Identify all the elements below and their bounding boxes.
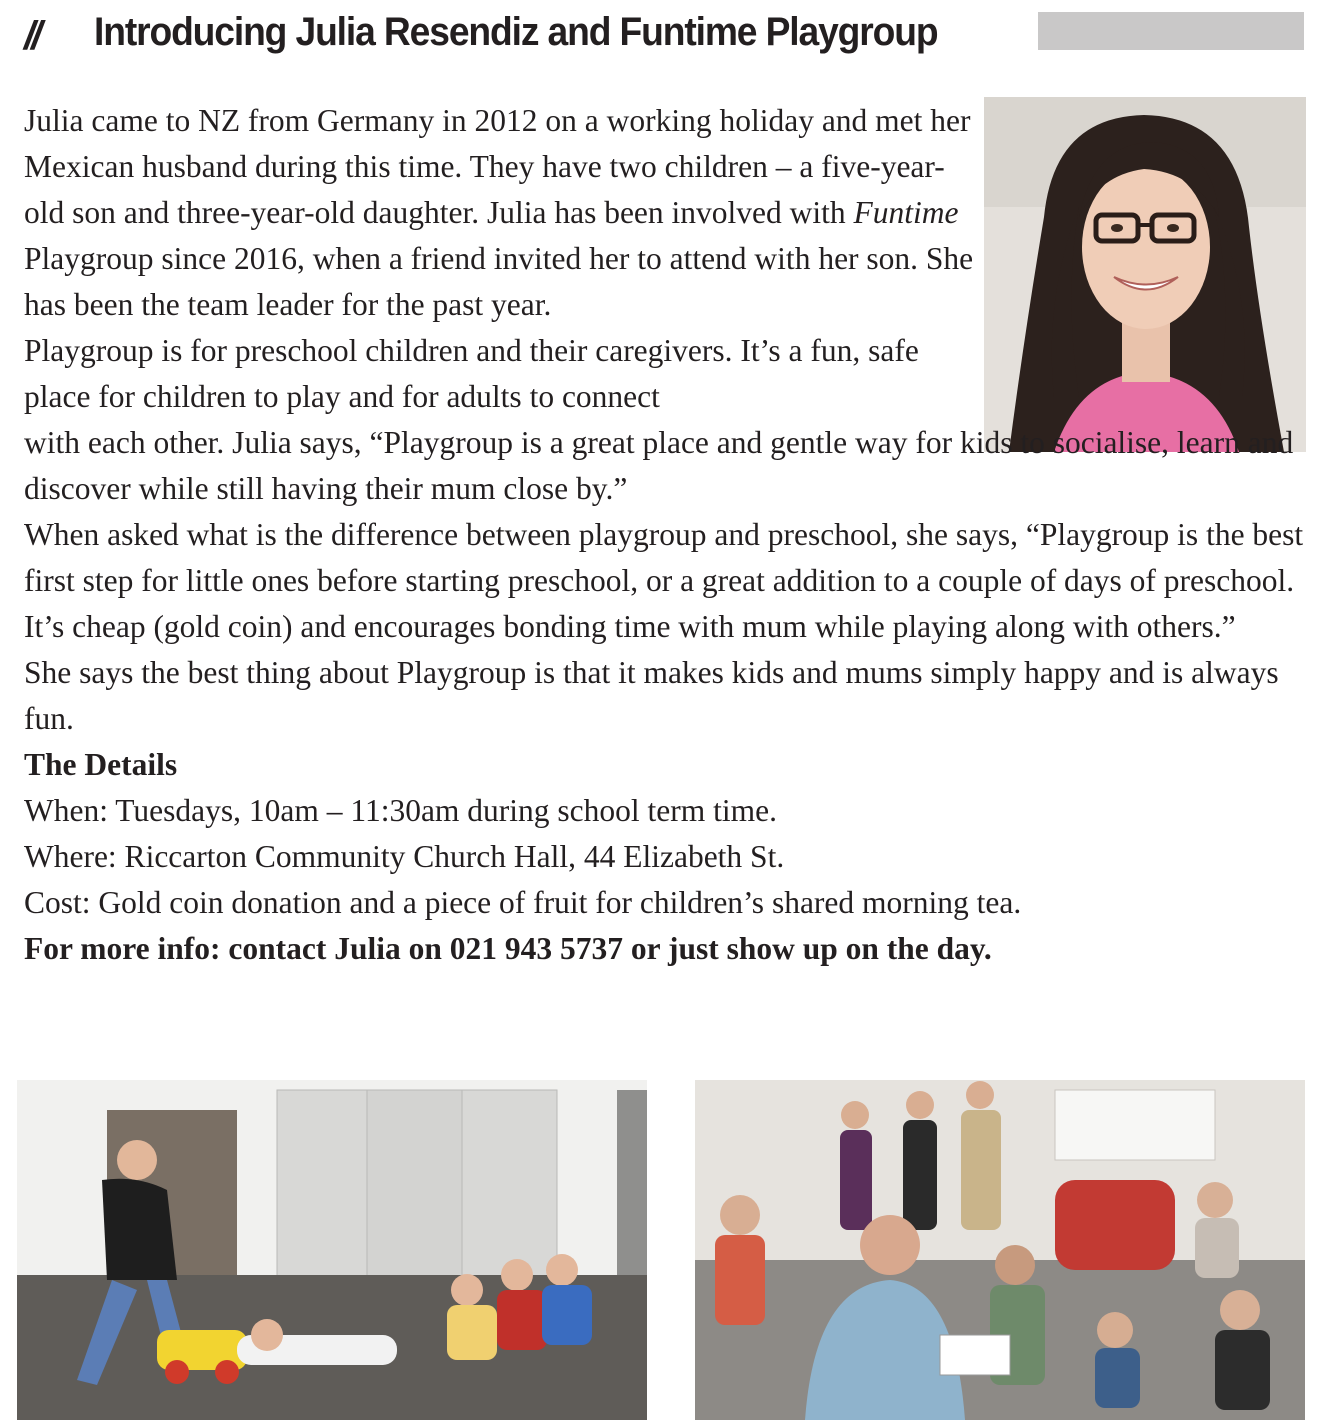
details-where: Where: Riccarton Community Church Hall, 44 Elizabeth St.: [24, 839, 785, 874]
details-contact: For more info: contact Julia on 021 943 5737 or just show up on the day.: [24, 931, 992, 966]
paragraph-intro-b: Playgroup since 2016, when a friend invited her to attend with her son. She has been the team leader for the past year.: [24, 241, 974, 322]
paragraph-intro-a: Julia came to NZ from Germany in 2012 on a working holiday and met her Mexican husband during this time. They have two children – a five-year-old son and three-year-old daughter. Julia has been involved with: [24, 103, 971, 230]
article-header: [22, 10, 1312, 66]
paragraph-playgroup-b: with each other. Julia says, “Playgroup is a great place and gentle way for kids to socialise, learn and discover while still having their mum close by.”: [24, 425, 1294, 506]
playgroup-visit-photo: [695, 1080, 1305, 1420]
details-heading: The Details: [24, 747, 178, 782]
details-when: When: Tuesdays, 10am – 11:30am during school term time.: [24, 793, 778, 828]
paragraph-difference: When asked what is the difference between playgroup and preschool, she says, “Playgroup is the best first step for little ones before starting preschool, or a great addition to a couple of days of preschool. It’s cheap (gold coin) and encourages bonding time with mum while playing along with others.”: [24, 517, 1304, 644]
funtime-emphasis: Funtime: [853, 195, 959, 230]
details-cost: Cost: Gold coin donation and a piece of fruit for children’s shared morning tea.: [24, 885, 1022, 920]
title-accent-bar: [1038, 12, 1304, 50]
article-body: [24, 98, 1324, 972]
playgroup-hall-photo: [17, 1080, 647, 1420]
paragraph-playgroup-a: Playgroup is for preschool children and their caregivers. It’s a fun, safe place for children to play and for adults to connect: [24, 333, 919, 414]
paragraph-playgroup: [24, 328, 1324, 512]
paragraph-best-thing: She says the best thing about Playgroup is that it makes kids and mums simply happy and is always fun.: [24, 655, 1279, 736]
paragraph-intro: [24, 98, 974, 328]
title-slashes: //: [24, 14, 39, 58]
article-title: Introducing Julia Resendiz and Funtime Playgroup: [94, 10, 938, 54]
